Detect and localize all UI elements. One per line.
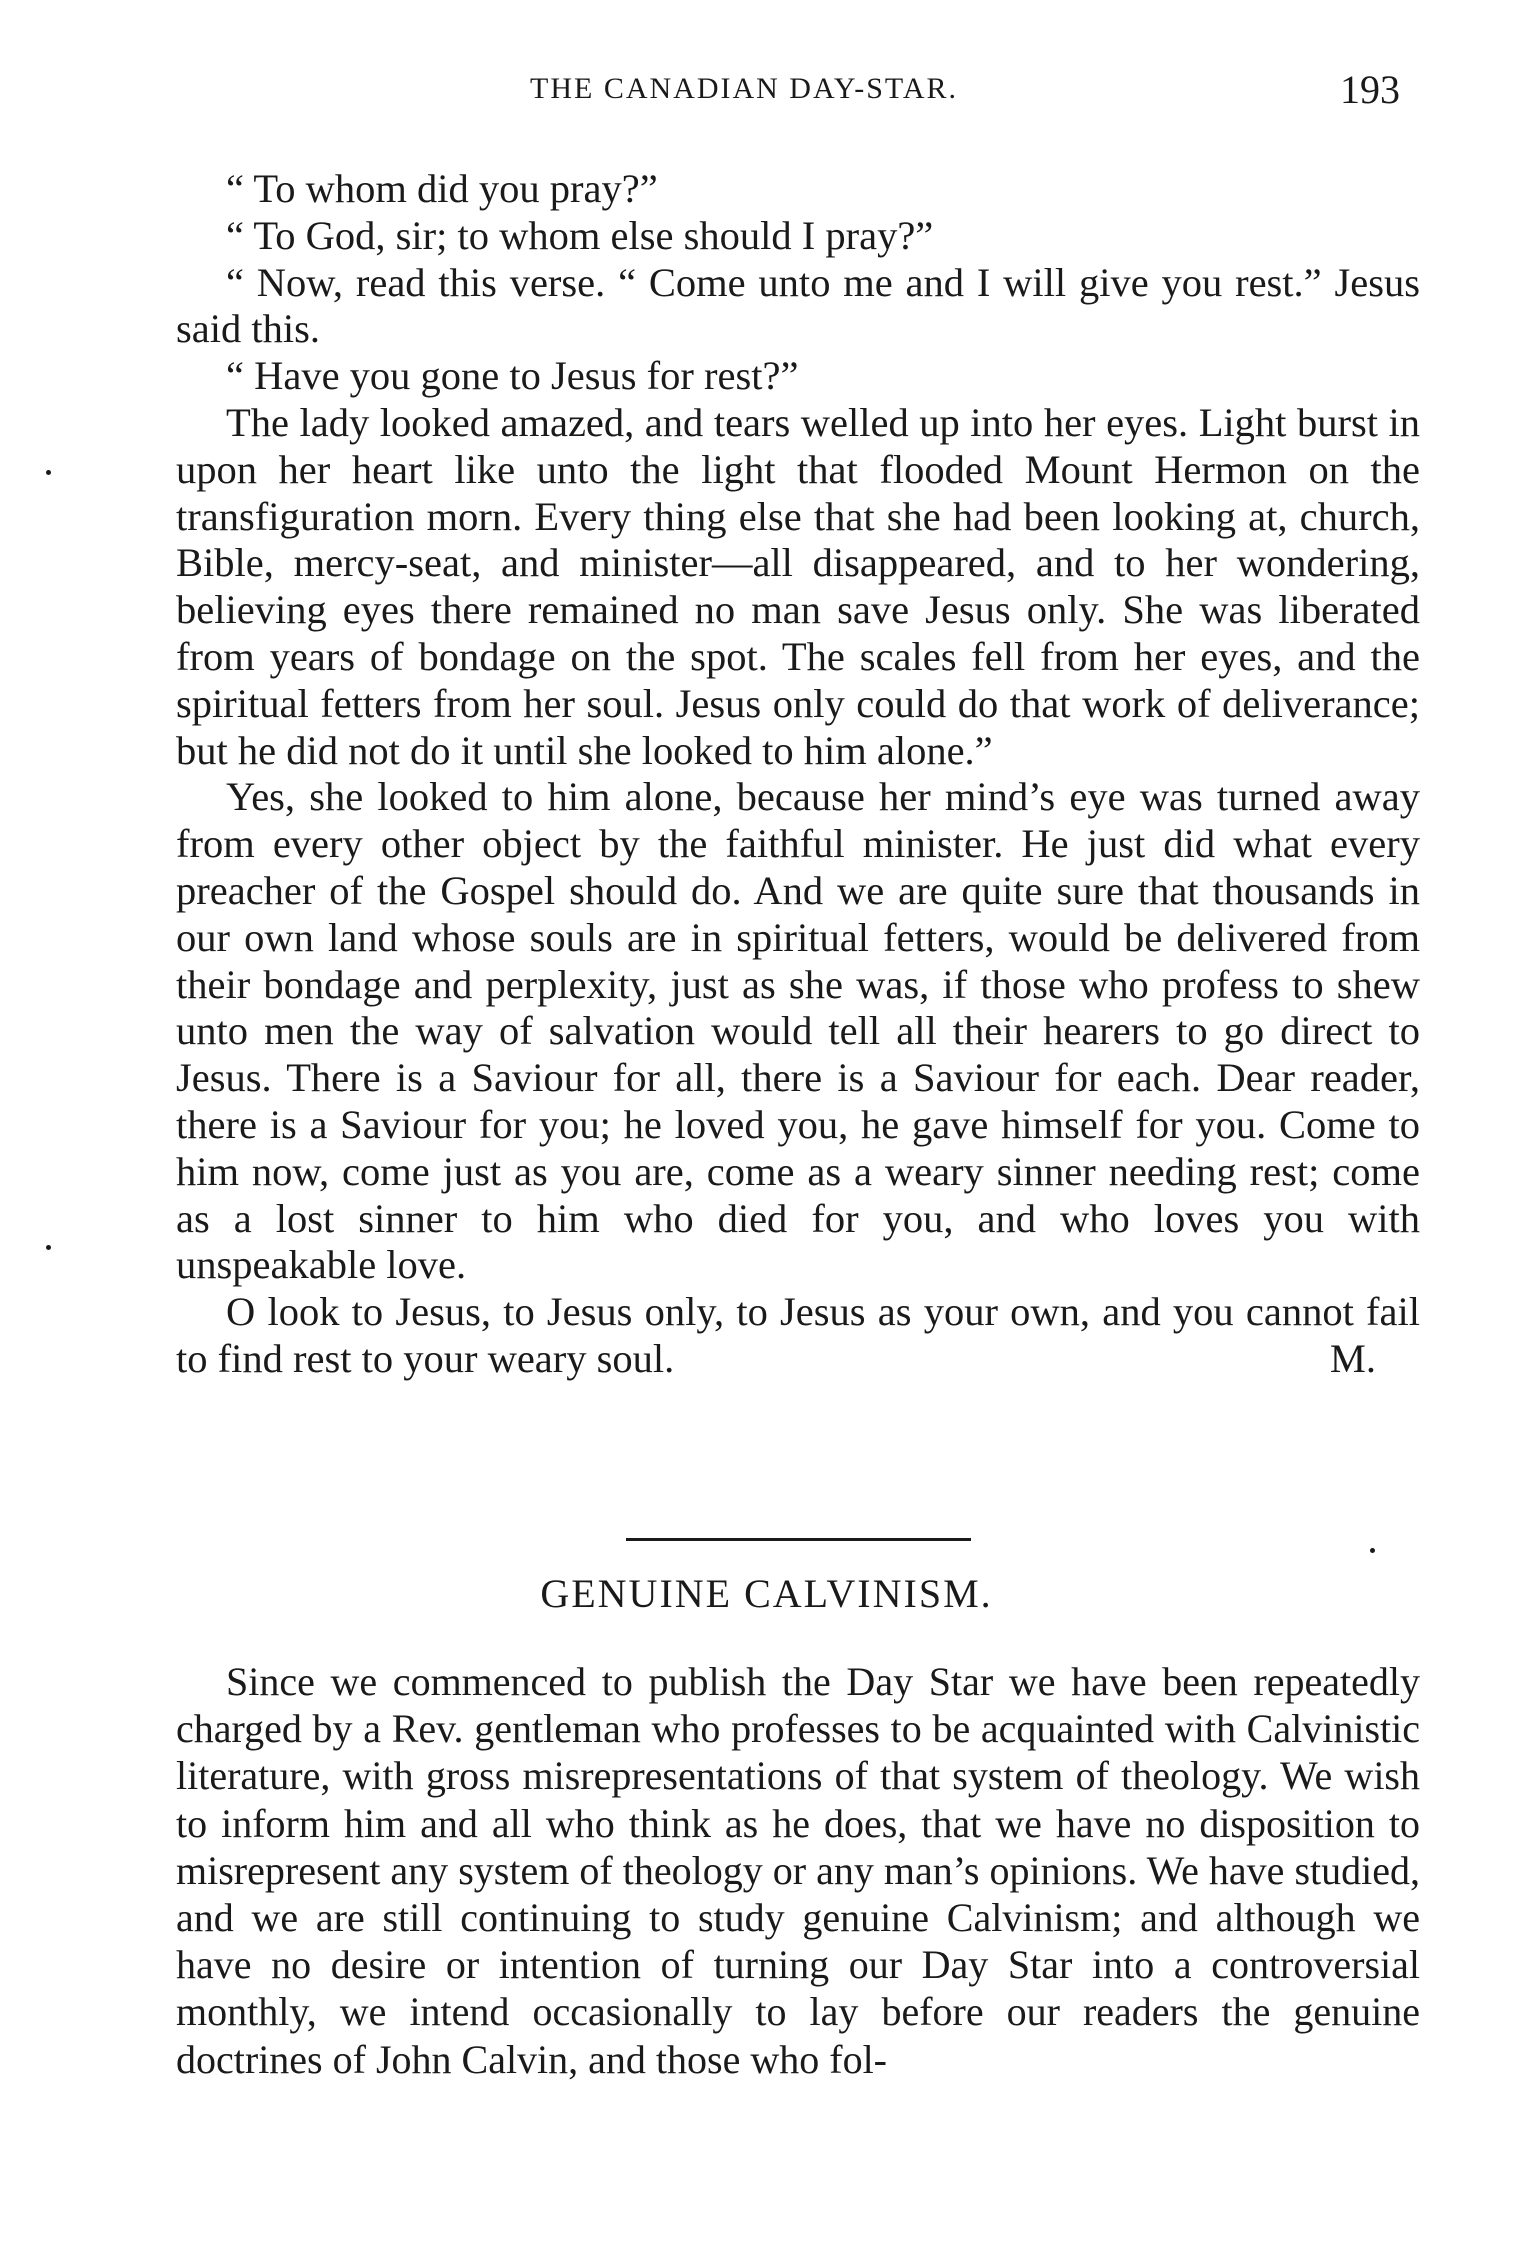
paragraph-him-alone: Yes, she looked to him alone, because her mind’s eye was turned away from every other object by the faithful minister. He just did what every preacher of the Gospel should do. And we are quite sure that thousands in our own land whose souls are in spiritual fetters, would be delivered from their bondage and perplexity, just as she was, if those who profess to shew unto men the way of salvation would tell all their hearers to go direct to Jesus. There is a Saviour for all, there is a Saviour for each. Dear reader, there is a Saviour for you; he loved you, he gave himself for you. Come to him now, come just as you are, come as a weary sinner needing rest; come as a lost sinner to him who died for you, and who loves you with unspeakable love. — [176, 774, 1420, 1288]
paragraph-since-we-commenced: Since we commenced to publish the Day Star we have been repeatedly charged by a Rev. gentleman who professes to be acquainted with Calvinistic literature, with gross misrepresentations of that system of theology. We wish to inform him and all who think as he does, that we have no disposition to misrepresent any system of theology or any man’s opinions. We have studied, and we are still continuing to study genuine Calvinism; and although we have no desire or intention of turning our Day Star into a controversial monthly, we intend occasionally to lay before our readers the genuine doctrines of John Calvin, and those who fol- — [176, 1659, 1420, 2082]
dialogue-line-1: “ To whom did you pray?” — [226, 166, 658, 211]
running-title: THE CANADIAN DAY-STAR. — [530, 72, 958, 105]
dialogue-line-2: “ To God, sir; to whom else should I pray?” — [226, 212, 934, 258]
author-signature: M. — [1329, 1335, 1376, 1381]
section-divider — [626, 1538, 971, 1541]
dialogue-line-4: “ Have you gone to Jesus for rest?” — [226, 353, 799, 399]
margin-speck — [46, 470, 51, 475]
closing-sentence: O look to Jesus, to Jesus only, to Jesus as your own, and you cannot fail to find rest to your weary soul. — [176, 1289, 1420, 1381]
genuine-calvinism-article — [176, 1658, 1420, 2083]
page-number: 193 — [1340, 67, 1400, 112]
dialogue-line-3: “ Now, read this verse. “ Come unto me and I will give you rest.” Jesus said this. — [176, 259, 1420, 352]
margin-speck — [46, 1245, 51, 1250]
margin-speck — [1370, 1548, 1375, 1553]
paragraph-lady-amazed: The lady looked amazed, and tears welled up into her eyes. Light burst in upon her heart like unto the light that flooded Mount Hermon on the transfiguration morn. Every thing else that she had been looking at, church, Bible, mercy-seat, and minister—all disappeared, and to her wondering, believing eyes there remained no man save Jesus only. She was liberated from years of bondage on the spot. The scales fell from her eyes, and the spiritual fetters from her soul. Jesus only could do that work of deliverance; but he did not do it until she looked to him alone.” — [176, 399, 1420, 773]
section-title: GENUINE CALVINISM. — [540, 1571, 993, 1616]
paragraph-look-to-jesus — [176, 1289, 1420, 1383]
article-continuation — [176, 166, 1420, 1383]
